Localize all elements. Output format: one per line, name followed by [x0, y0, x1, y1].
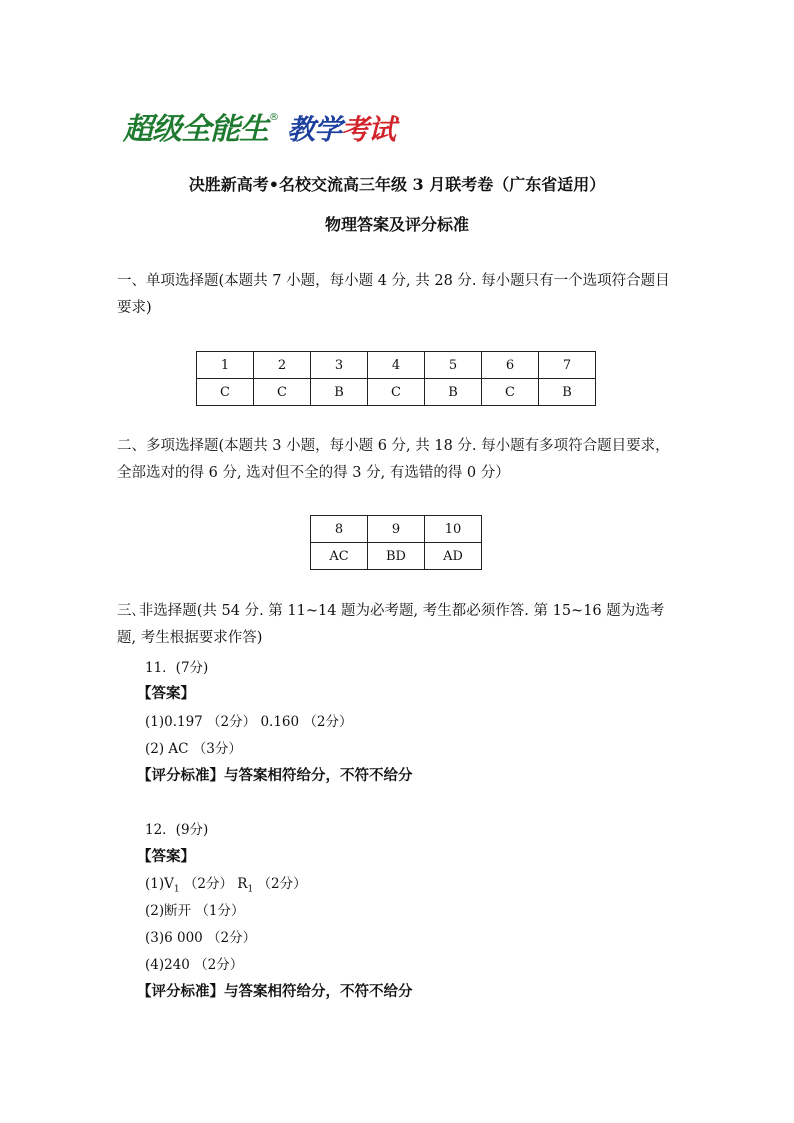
q12-answer-line-1: $(1)V_1$ （2分） $R_1$ （2分） [145, 876, 307, 895]
table-cell: 7 [539, 352, 596, 379]
table-row-numbers [311, 516, 482, 543]
table-cell: AD [425, 543, 482, 570]
document-subtitle: 物理答案及评分标准 [324, 215, 469, 234]
logo-brand: 超级全能生 [123, 112, 268, 147]
table-cell: 2 [254, 352, 311, 379]
table-cell: B [311, 379, 368, 406]
table-cell: BD [368, 543, 425, 570]
multiple-choice-answer-table [310, 515, 482, 570]
section3-heading: 三､非选择题(共 54 分. 第 11~14 题为必考题, 考生都必须作答. 第 15~16 题为选考题, 考生根据要求作答) [117, 603, 665, 646]
table-cell: 10 [425, 516, 482, 543]
q12-answer-line-2: (2)断开 （1分） [145, 903, 245, 919]
table-cell: B [425, 379, 482, 406]
q11-answer-line-2: (2) AC （3分） [145, 741, 242, 757]
table-row-numbers [197, 352, 596, 379]
document-title: 决胜新高考•名校交流高三年级 3 月联考卷（广东省适用） [188, 175, 606, 194]
table-row-answers [197, 379, 596, 406]
table-cell: 1 [197, 352, 254, 379]
q11-answer-label: 【答案】 [137, 686, 195, 702]
table-cell: AC [311, 543, 368, 570]
table-cell: C [197, 379, 254, 406]
table-cell: B [539, 379, 596, 406]
table-cell: C [368, 379, 425, 406]
table-cell: 4 [368, 352, 425, 379]
q11-grading-criteria: 【评分标准】与答案相符给分，不符不给分 [137, 768, 413, 784]
q12-grading-criteria: 【评分标准】与答案相符给分，不符不给分 [137, 984, 413, 1000]
q11-title: 11．(7分) [145, 660, 209, 676]
logo-registered-mark: ® [269, 112, 279, 123]
section2-heading: 二、多项选择题(本题共 3 小题，每小题 6 分, 共 18 分. 每小题有多项符合题目要求，全部选对的得 6 分, 选对但不全的得 3 分, 有选错的得 0 分） [117, 438, 670, 481]
table-cell: 9 [368, 516, 425, 543]
table-row-answers [311, 543, 482, 570]
logo-subtitle: 教学考试 [287, 113, 396, 146]
table-cell: C [482, 379, 539, 406]
table-cell: 8 [311, 516, 368, 543]
publisher-logo [123, 108, 395, 148]
table-cell: 6 [482, 352, 539, 379]
table-cell: 5 [425, 352, 482, 379]
table-cell: C [254, 379, 311, 406]
q11-answer-line-1: (1)0.197 （2分） 0.160 （2分） [145, 714, 353, 730]
table-cell: 3 [311, 352, 368, 379]
single-choice-answer-table [196, 351, 596, 406]
section1-heading: 一、单项选择题(本题共 7 小题，每小题 4 分, 共 28 分. 每小题只有一个选项符合题目要求) [117, 273, 670, 316]
q12-answer-line-4: (4)240 （2分） [145, 957, 244, 973]
q12-answer-line-3: (3)6 000 （2分） [145, 930, 257, 946]
q12-title: 12．(9分) [145, 822, 209, 838]
q12-answer-label: 【答案】 [137, 849, 195, 865]
